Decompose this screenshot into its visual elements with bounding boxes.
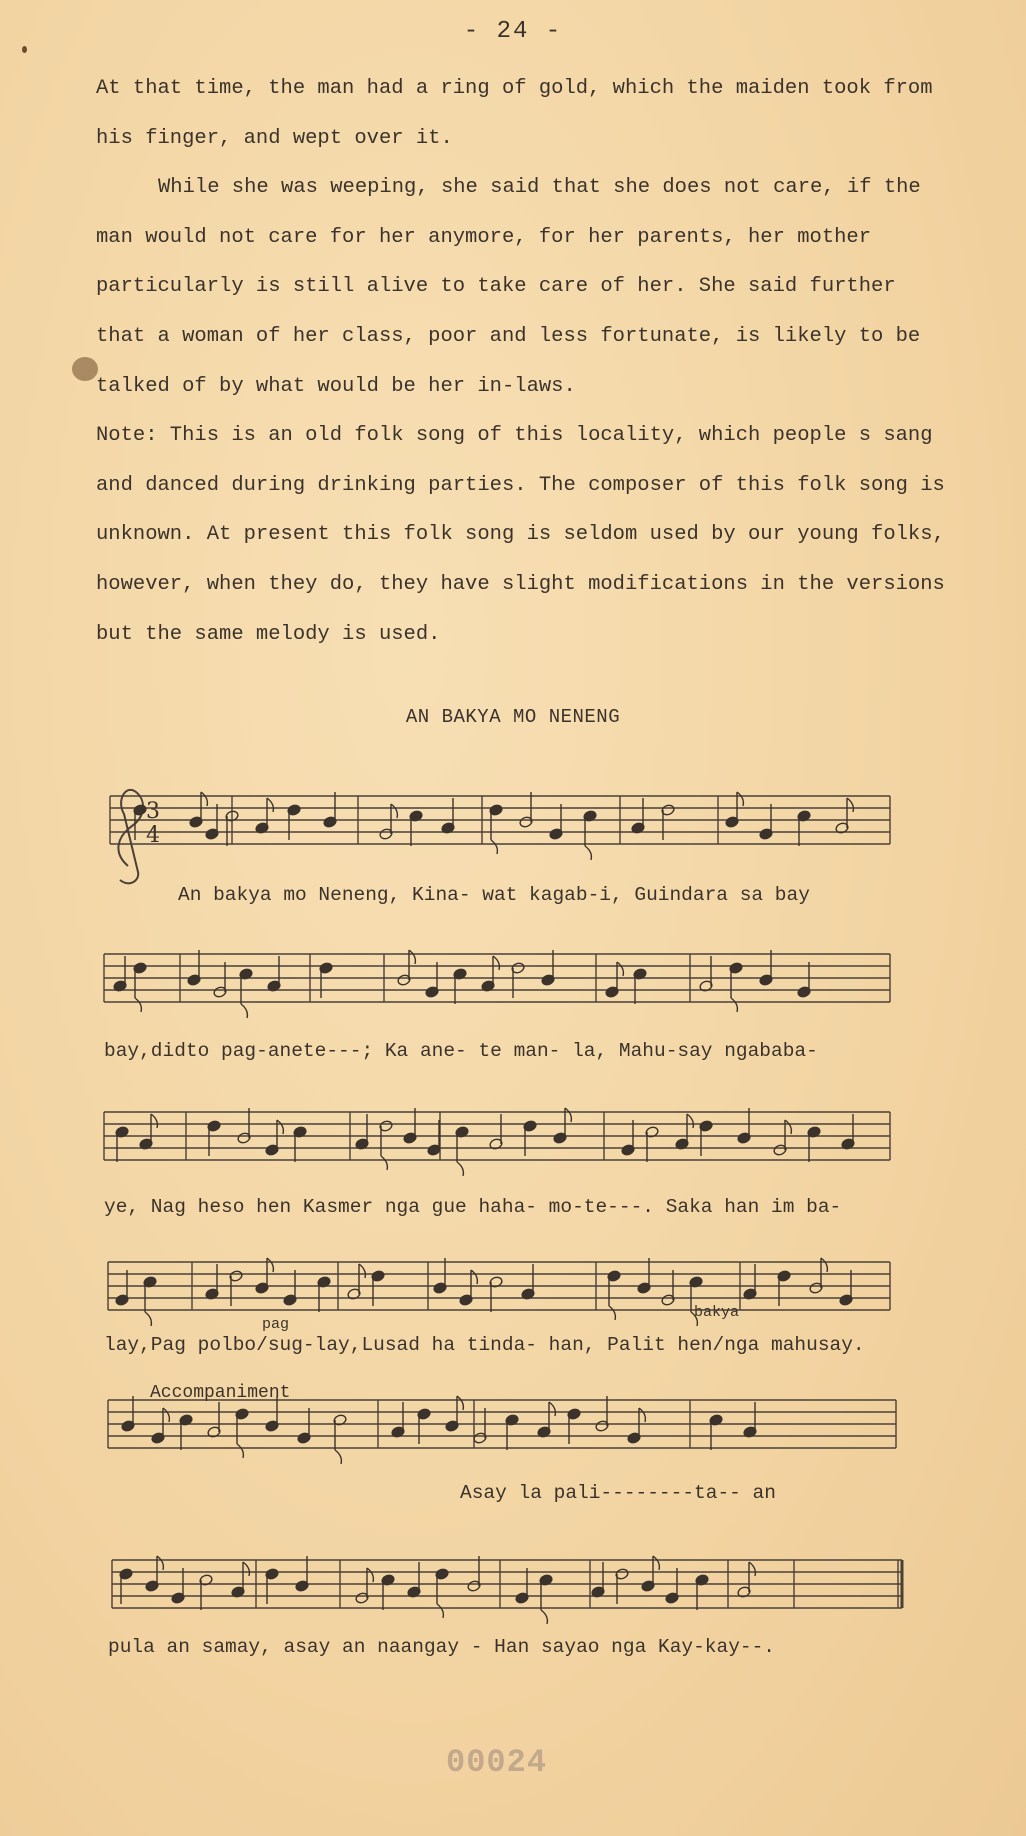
lyric-line: Asay la pali--------ta-- an	[460, 1482, 776, 1504]
note-flag	[151, 1114, 157, 1128]
note-flag	[157, 1556, 163, 1570]
note-flag	[457, 1162, 463, 1176]
staff-6	[112, 1560, 902, 1608]
note-paragraph: Note: This is an old folk song of this locality, which people s sang and danced during drinking parties. The composer of this folk song is unknown. At present this folk song is seldom used by our young folks, however, when they do, they have slight modifications in the versions but the same melody is used.	[96, 424, 945, 646]
lyric-line: pula an samay, asay an naangay - Han sayao nga Kay-kay--.	[108, 1636, 776, 1658]
note-flag	[821, 1258, 827, 1272]
lyric-line: bay,didto pag-anete---; Ka ane- te man- la, Mahu-say ngababa-	[104, 1040, 818, 1062]
note-flag	[391, 804, 397, 818]
note-flag	[731, 998, 737, 1012]
lyric-line: An bakya mo Neneng, Kina- wat kagab-i, Guindara sa bay	[178, 884, 810, 906]
staff-5	[108, 1400, 896, 1448]
note-flag	[785, 1120, 791, 1134]
note-flag	[749, 1562, 755, 1576]
note-flag	[367, 1568, 373, 1582]
note-flag	[847, 798, 853, 812]
staff-3	[104, 1112, 890, 1160]
note-flag	[687, 1114, 693, 1128]
lyric-line: lay,Pag polbo/sug-lay,Lusad ha tinda- han, Palit hen/nga mahusay.	[104, 1334, 865, 1356]
note-flag	[585, 846, 591, 860]
annotation-pag: pag	[262, 1316, 290, 1333]
note-flag	[335, 1450, 341, 1464]
paragraph: At that time, the man had a ring of gold, which the maiden took from his finger, and wept over it.	[96, 77, 933, 150]
time-signature-top: 3	[146, 799, 160, 824]
time-signature-bottom: 4	[146, 823, 160, 848]
song-title: AN BAKYA MO NENENG	[405, 706, 621, 728]
archive-stamp: 00024	[446, 1744, 548, 1781]
note-flag	[359, 1264, 365, 1278]
note-flag	[437, 1604, 443, 1618]
note-flag	[145, 1312, 151, 1326]
note-flag	[617, 962, 623, 976]
note-flag	[541, 1610, 547, 1624]
note-flag	[267, 1258, 273, 1272]
lyric-line: ye, Nag heso hen Kasmer nga gue haha- mo-te---. Saka han im ba-	[104, 1196, 842, 1218]
note-flag	[381, 1156, 387, 1170]
note-flag	[457, 1396, 463, 1410]
note-flag	[653, 1556, 659, 1570]
note-flag	[135, 998, 141, 1012]
paragraph: While she was weeping, she said that she does not care, if the man would not care for her anymore, for her parents, her mother particularly is still alive to take care of her. She said further that a woman of her class, poor and less fortunate, is likely to be talked of by what would be her in-laws.	[96, 176, 921, 398]
note-flag	[549, 1402, 555, 1416]
note-flag	[609, 1306, 615, 1320]
note-flag	[471, 1270, 477, 1284]
note-flag	[277, 1120, 283, 1134]
note-flag	[201, 792, 207, 806]
note-flag	[491, 840, 497, 854]
note-flag	[267, 798, 273, 812]
note-flag	[241, 1004, 247, 1018]
note-flag	[243, 1562, 249, 1576]
note-flag	[565, 1108, 571, 1122]
note-flag	[493, 956, 499, 970]
note-flag	[409, 950, 415, 964]
note-flag	[237, 1444, 243, 1458]
annotation-bakya: bakya	[694, 1304, 740, 1321]
accompaniment-label: Accompaniment	[150, 1383, 291, 1403]
note-flag	[737, 792, 743, 806]
page-number: - 24 -	[463, 18, 563, 45]
note-flag	[163, 1408, 169, 1422]
note-flag	[639, 1408, 645, 1422]
